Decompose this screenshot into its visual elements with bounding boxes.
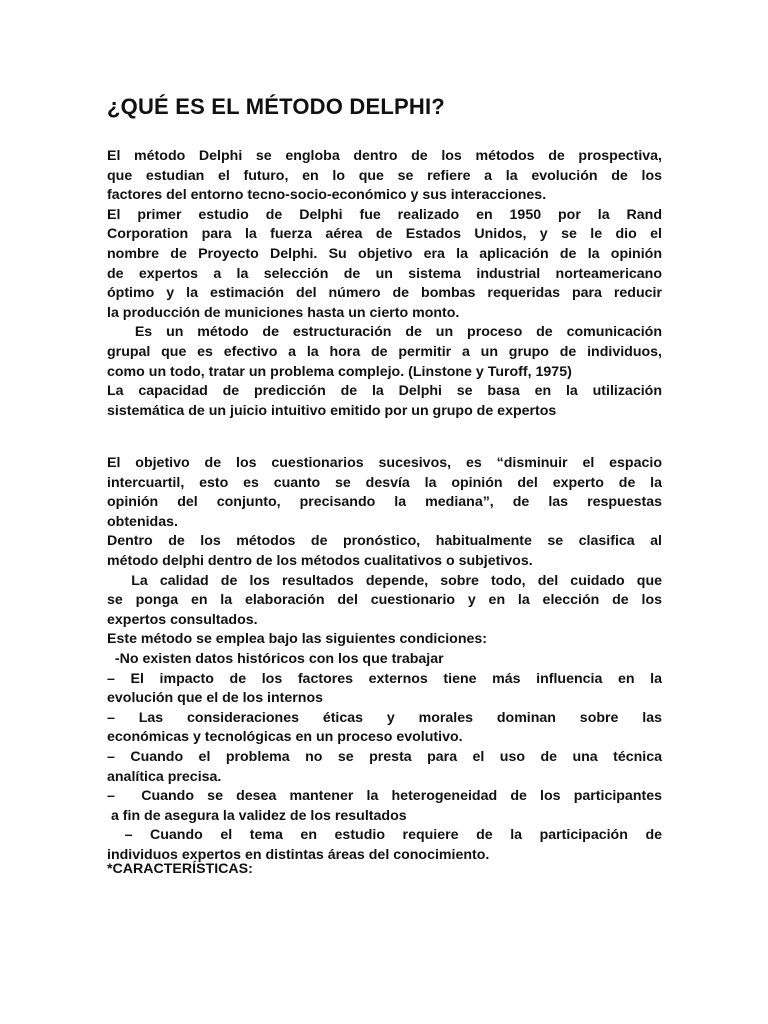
- text-line: obtenidas.: [107, 513, 178, 530]
- text-line: factores del entorno tecno-socio-económico y sus interacciones.: [107, 187, 547, 204]
- text-line: Dentro de los métodos de pronóstico, habitualmente se clasifica al: [107, 533, 662, 550]
- text-line: sistemática de un juicio intuitivo emitido por un grupo de expertos: [107, 402, 557, 419]
- text-line: analítica precisa.: [107, 768, 222, 785]
- text-line: individuos expertos en distintas áreas del conocimiento.: [107, 846, 490, 863]
- text-line: -No existen datos históricos con los que trabajar: [107, 650, 444, 667]
- text-line: óptimo y la estimación del número de bombas requeridas para reducir: [107, 285, 662, 302]
- conditions-paragraph: [107, 454, 662, 865]
- section-heading: *CARACTERÍSTICAS:: [107, 861, 253, 877]
- intro-paragraph: [107, 147, 662, 421]
- text-line: – Cuando el tema en estudio requiere de la participación de: [107, 827, 662, 844]
- text-line: se ponga en la elaboración del cuestionario y en la elección de los: [107, 592, 662, 609]
- text-line: como un todo, tratar un problema complejo. (Linstone y Turoff, 1975): [107, 363, 572, 380]
- text-line: la producción de municiones hasta un cierto monto.: [107, 304, 460, 321]
- text-line: evolución que el de los internos: [107, 690, 324, 707]
- page-title: ¿QUÉ ES EL MÉTODO DELPHI?: [107, 94, 445, 119]
- text-line: que estudian el futuro, en lo que se refiere a la evolución de los: [107, 167, 662, 184]
- text-line: – El impacto de los factores externos tiene más influencia en la: [107, 670, 662, 687]
- text-line: El primer estudio de Delphi fue realizado en 1950 por la Rand: [107, 206, 662, 223]
- text-line: El objetivo de los cuestionarios sucesivos, es “disminuir el espacio: [107, 455, 662, 471]
- text-line: Corporation para la fuerza aérea de Estados Unidos, y se le dio el: [107, 226, 662, 243]
- text-line: – Cuando se desea mantener la heterogeneidad de los participantes: [107, 788, 662, 805]
- text-line: La calidad de los resultados depende, sobre todo, del cuidado que: [107, 572, 662, 589]
- text-line: nombre de Proyecto Delphi. Su objetivo era la aplicación de la opinión: [107, 245, 662, 262]
- text-line: El método Delphi se engloba dentro de los métodos de prospectiva,: [107, 148, 662, 164]
- text-line: – Cuando el problema no se presta para el uso de una técnica: [107, 748, 662, 765]
- text-line: a fin de asegura la validez de los resultados: [107, 807, 407, 824]
- text-line: intercuartil, esto es cuanto se desvía la opinión del experto de la: [107, 474, 662, 491]
- text-line: Este método se emplea bajo las siguientes condiciones:: [107, 631, 488, 648]
- text-line: grupal que es efectivo a la hora de permitir a un grupo de individuos,: [107, 343, 662, 360]
- text-line: – Las consideraciones éticas y morales dominan sobre las: [107, 709, 662, 726]
- text-line: método delphi dentro de los métodos cualitativos o subjetivos.: [107, 552, 533, 569]
- text-line: Es un método de estructuración de un proceso de comunicación: [107, 324, 662, 341]
- text-line: de expertos a la selección de un sistema industrial norteamericano: [107, 265, 662, 282]
- text-line: económicas y tecnológicas en un proceso evolutivo.: [107, 729, 463, 746]
- text-line: La capacidad de predicción de la Delphi se basa en la utilización: [107, 383, 662, 400]
- text-line: opinión del conjunto, precisando la mediana”, de las respuestas: [107, 494, 662, 511]
- text-line: expertos consultados.: [107, 611, 258, 628]
